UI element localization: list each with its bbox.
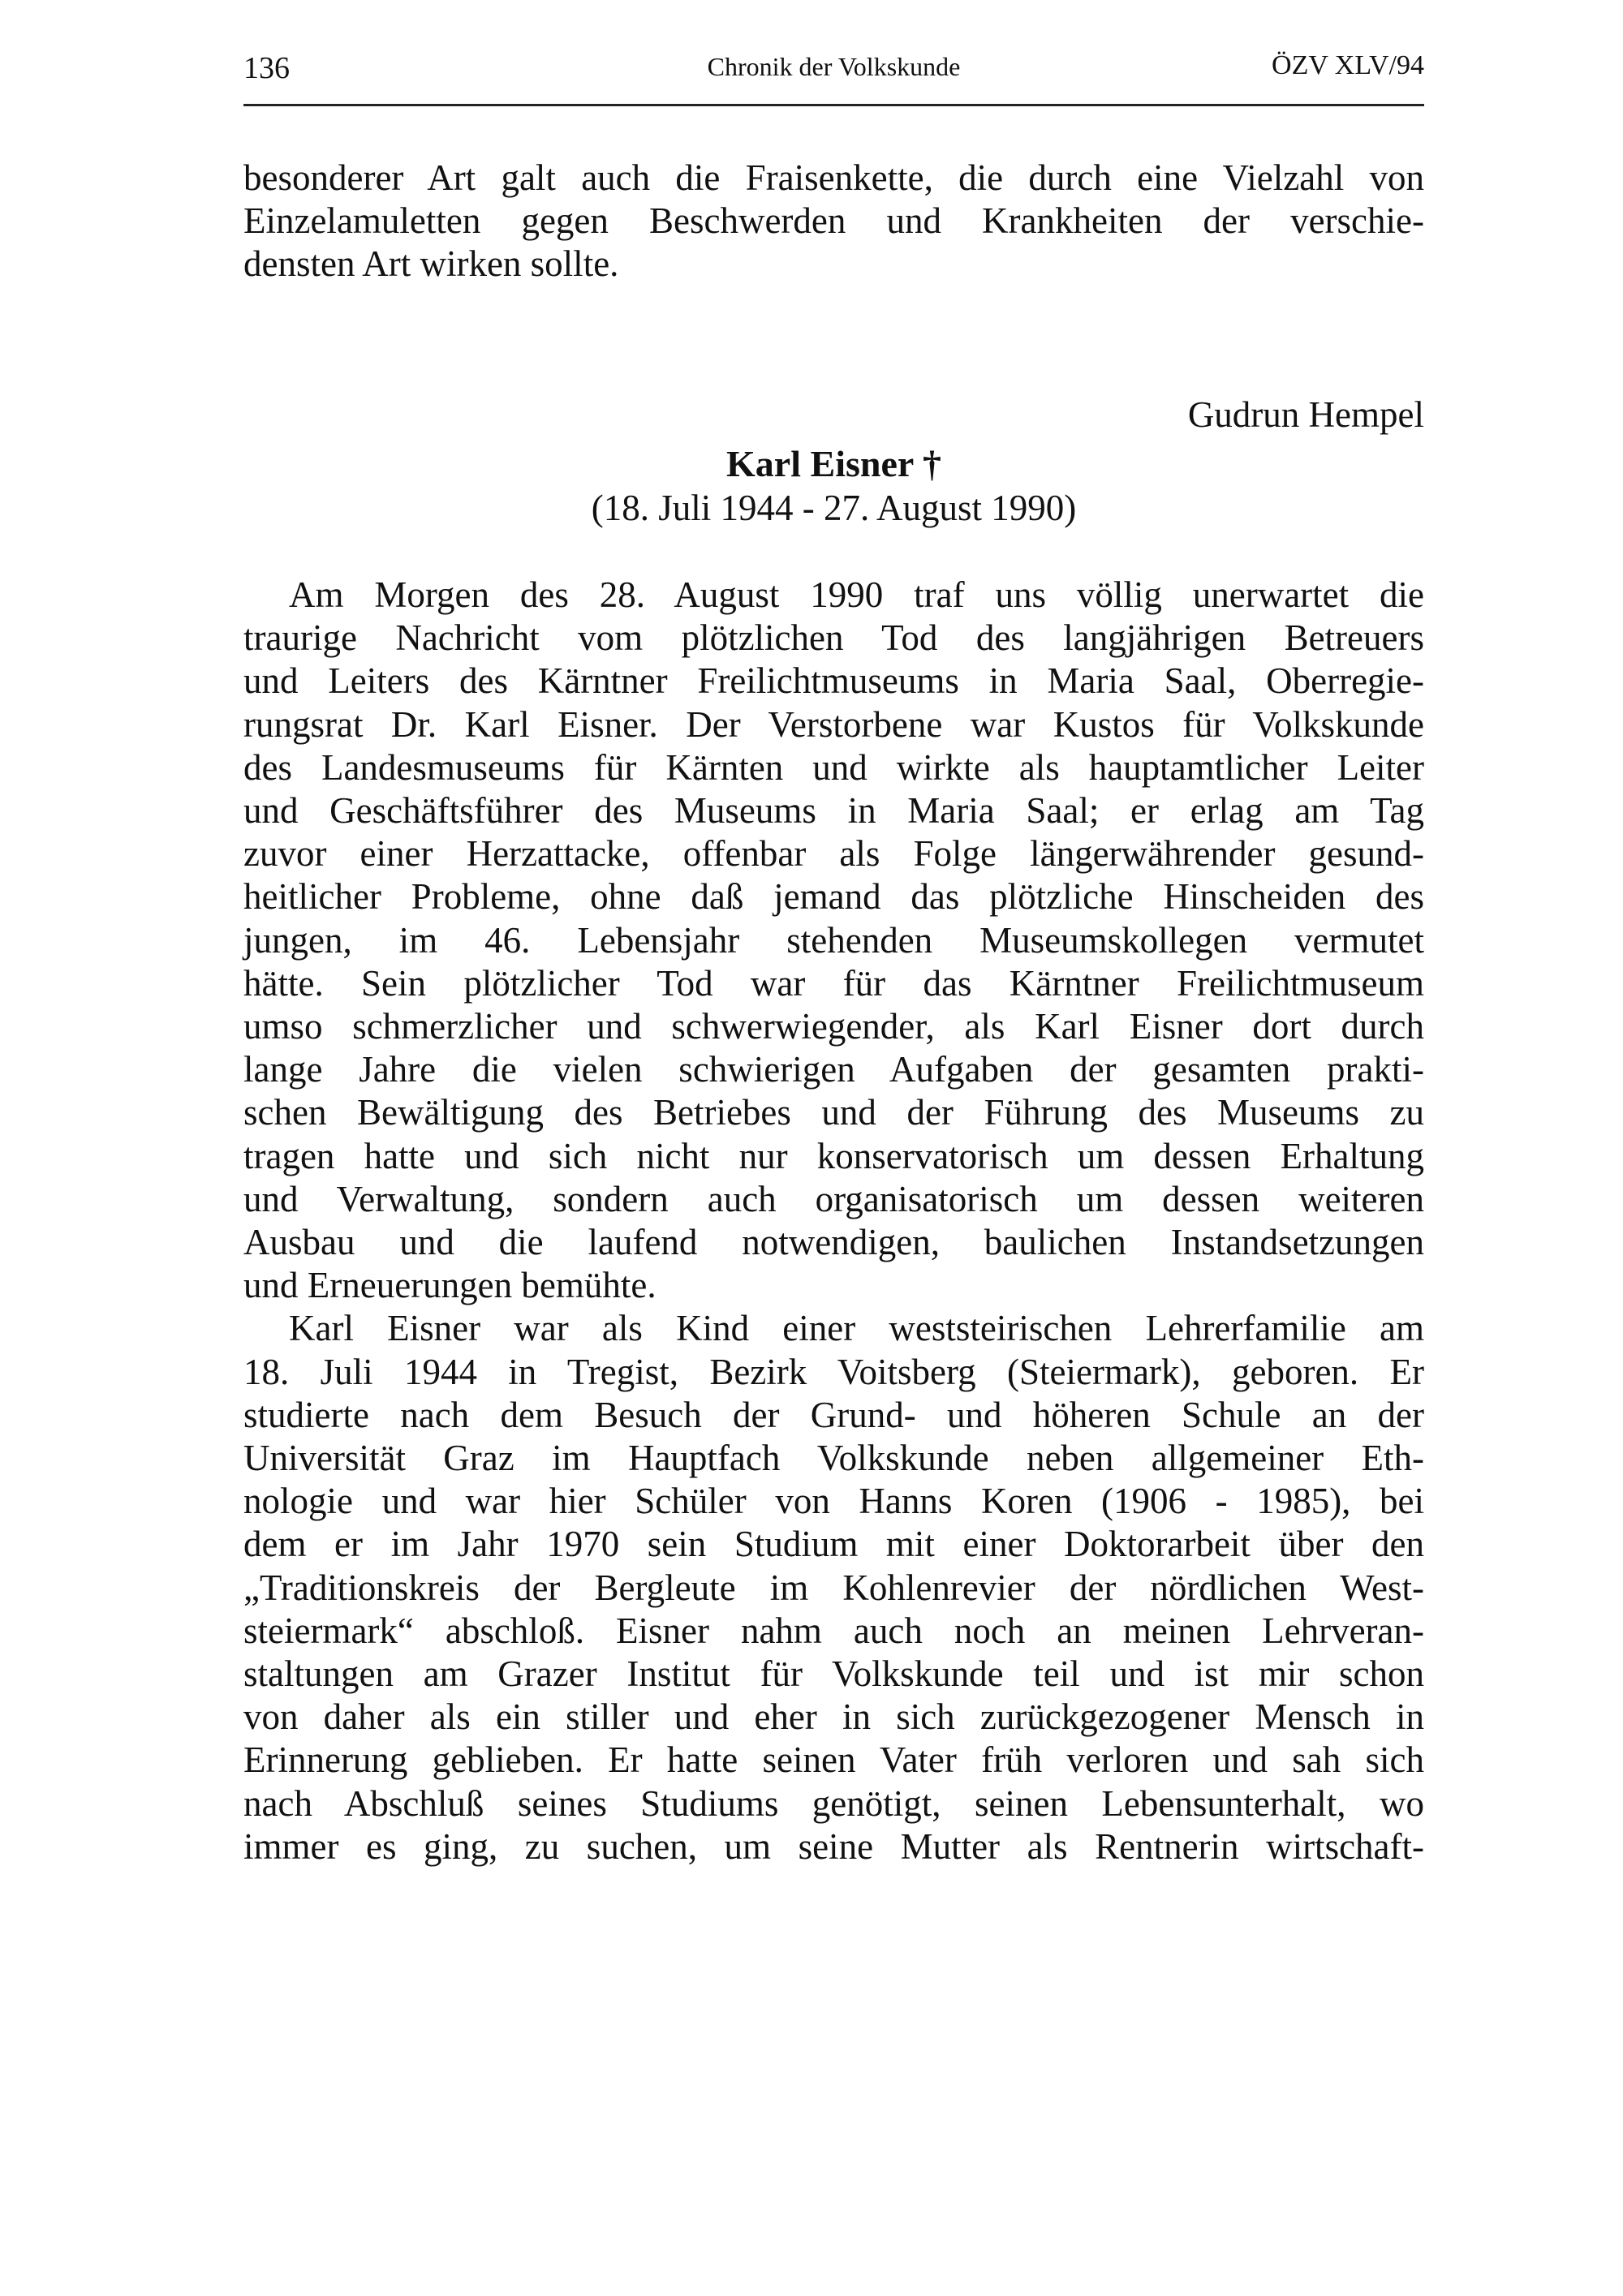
text-line: Einzelamuletten gegen Beschwerden und Krankheiten der verschie- [243, 200, 1424, 242]
text-line: und Leiters des Kärntner Freilichtmuseums in Maria Saal, Oberregie- [243, 660, 1424, 702]
header-rule [243, 104, 1424, 106]
text-line: Erinnerung geblieben. Er hatte seinen Vater früh verloren und sah sich [243, 1739, 1424, 1781]
text-line: von daher als ein stiller und eher in sich zurückgezogener Mensch in [243, 1696, 1424, 1738]
paragraph-1 [243, 574, 1424, 1868]
text-line: dem er im Jahr 1970 sein Studium mit einer Doktorarbeit über den [243, 1524, 1424, 1565]
running-title: Chronik der Volkskunde [707, 52, 961, 81]
text-line: und Verwaltung, sondern auch organisatorisch um dessen weiteren [243, 1178, 1424, 1219]
text-line: nach Abschluß seines Studiums genötigt, seinen Lebensunterhalt, wo [243, 1782, 1424, 1824]
text-line: umso schmerzlicher und schwerwiegender, als Karl Eisner dort durch [243, 1006, 1424, 1047]
text-line: heitlicher Probleme, ohne daß jemand das plötzliche Hinscheiden des [243, 876, 1424, 918]
text-line: Karl Eisner war als Kind einer weststeirischen Lehrerfamilie am [289, 1308, 1424, 1349]
page-number: 136 [243, 51, 290, 85]
obituary-title: Karl Eisner † [726, 443, 941, 484]
text-line: schen Bewältigung des Betriebes und der Führung des Museums zu [243, 1092, 1424, 1133]
obituary-dates: (18. Juli 1944 - 27. August 1990) [591, 488, 1077, 528]
text-line: zuvor einer Herzattacke, offenbar als Folge längerwährender gesund- [243, 833, 1424, 875]
text-line: des Landesmuseums für Kärnten und wirkte als hauptamtlicher Leiter [243, 746, 1424, 788]
text-line: nologie und war hier Schüler von Hanns Koren (1906 - 1985), bei [243, 1481, 1424, 1522]
text-line: lange Jahre die vielen schwierigen Aufgaben der gesamten prakti- [243, 1049, 1424, 1090]
text-line: und Erneuerungen bemühte. [243, 1265, 657, 1306]
text-line: staltungen am Grazer Institut für Volkskunde teil und ist mir schon [243, 1653, 1424, 1695]
text-line: densten Art wirken sollte. [243, 243, 619, 285]
running-header [243, 50, 1424, 91]
author-signature: Gudrun Hempel [1187, 394, 1424, 435]
text-line: 18. Juli 1944 in Tregist, Bezirk Voitsberg (Steiermark), geboren. Er [243, 1351, 1424, 1392]
text-line: tragen hatte und sich nicht nur konservatorisch um dessen Erhaltung [243, 1135, 1424, 1176]
journal-volume: ÖZV XLV/94 [1272, 50, 1424, 80]
text-line: „Traditionskreis der Bergleute im Kohlenrevier der nördlichen West- [243, 1567, 1424, 1608]
text-line: steiermark“ abschloß. Eisner nahm auch noch an meinen Lehrveran- [243, 1610, 1424, 1651]
text-line: und Geschäftsführer des Museums in Maria Saal; er erlag am Tag [243, 790, 1424, 832]
text-line: hätte. Sein plötzlicher Tod war für das Kärntner Freilichtmuseum [243, 962, 1424, 1004]
text-line: rungsrat Dr. Karl Eisner. Der Verstorbene war Kustos für Volkskunde [243, 703, 1424, 745]
text-line: Universität Graz im Hauptfach Volkskunde neben allgemeiner Eth- [243, 1438, 1424, 1479]
text-line: traurige Nachricht vom plötzlichen Tod des langjährigen Betreuers [243, 617, 1424, 659]
text-line: studierte nach dem Besuch der Grund- und höheren Schule an der [243, 1394, 1424, 1435]
text-line: jungen, im 46. Lebensjahr stehenden Museumskollegen vermutet [243, 919, 1424, 961]
text-line: besonderer Art galt auch die Fraisenkette, die durch eine Vielzahl von [243, 157, 1424, 198]
text-line: Am Morgen des 28. August 1990 traf uns völlig unerwartet die [289, 574, 1424, 615]
text-line: Ausbau und die laufend notwendigen, baulichen Instandsetzungen [243, 1222, 1424, 1263]
intro-paragraph [243, 157, 1424, 286]
text-line: immer es ging, zu suchen, um seine Mutter als Rentnerin wirtschaft- [243, 1825, 1424, 1867]
